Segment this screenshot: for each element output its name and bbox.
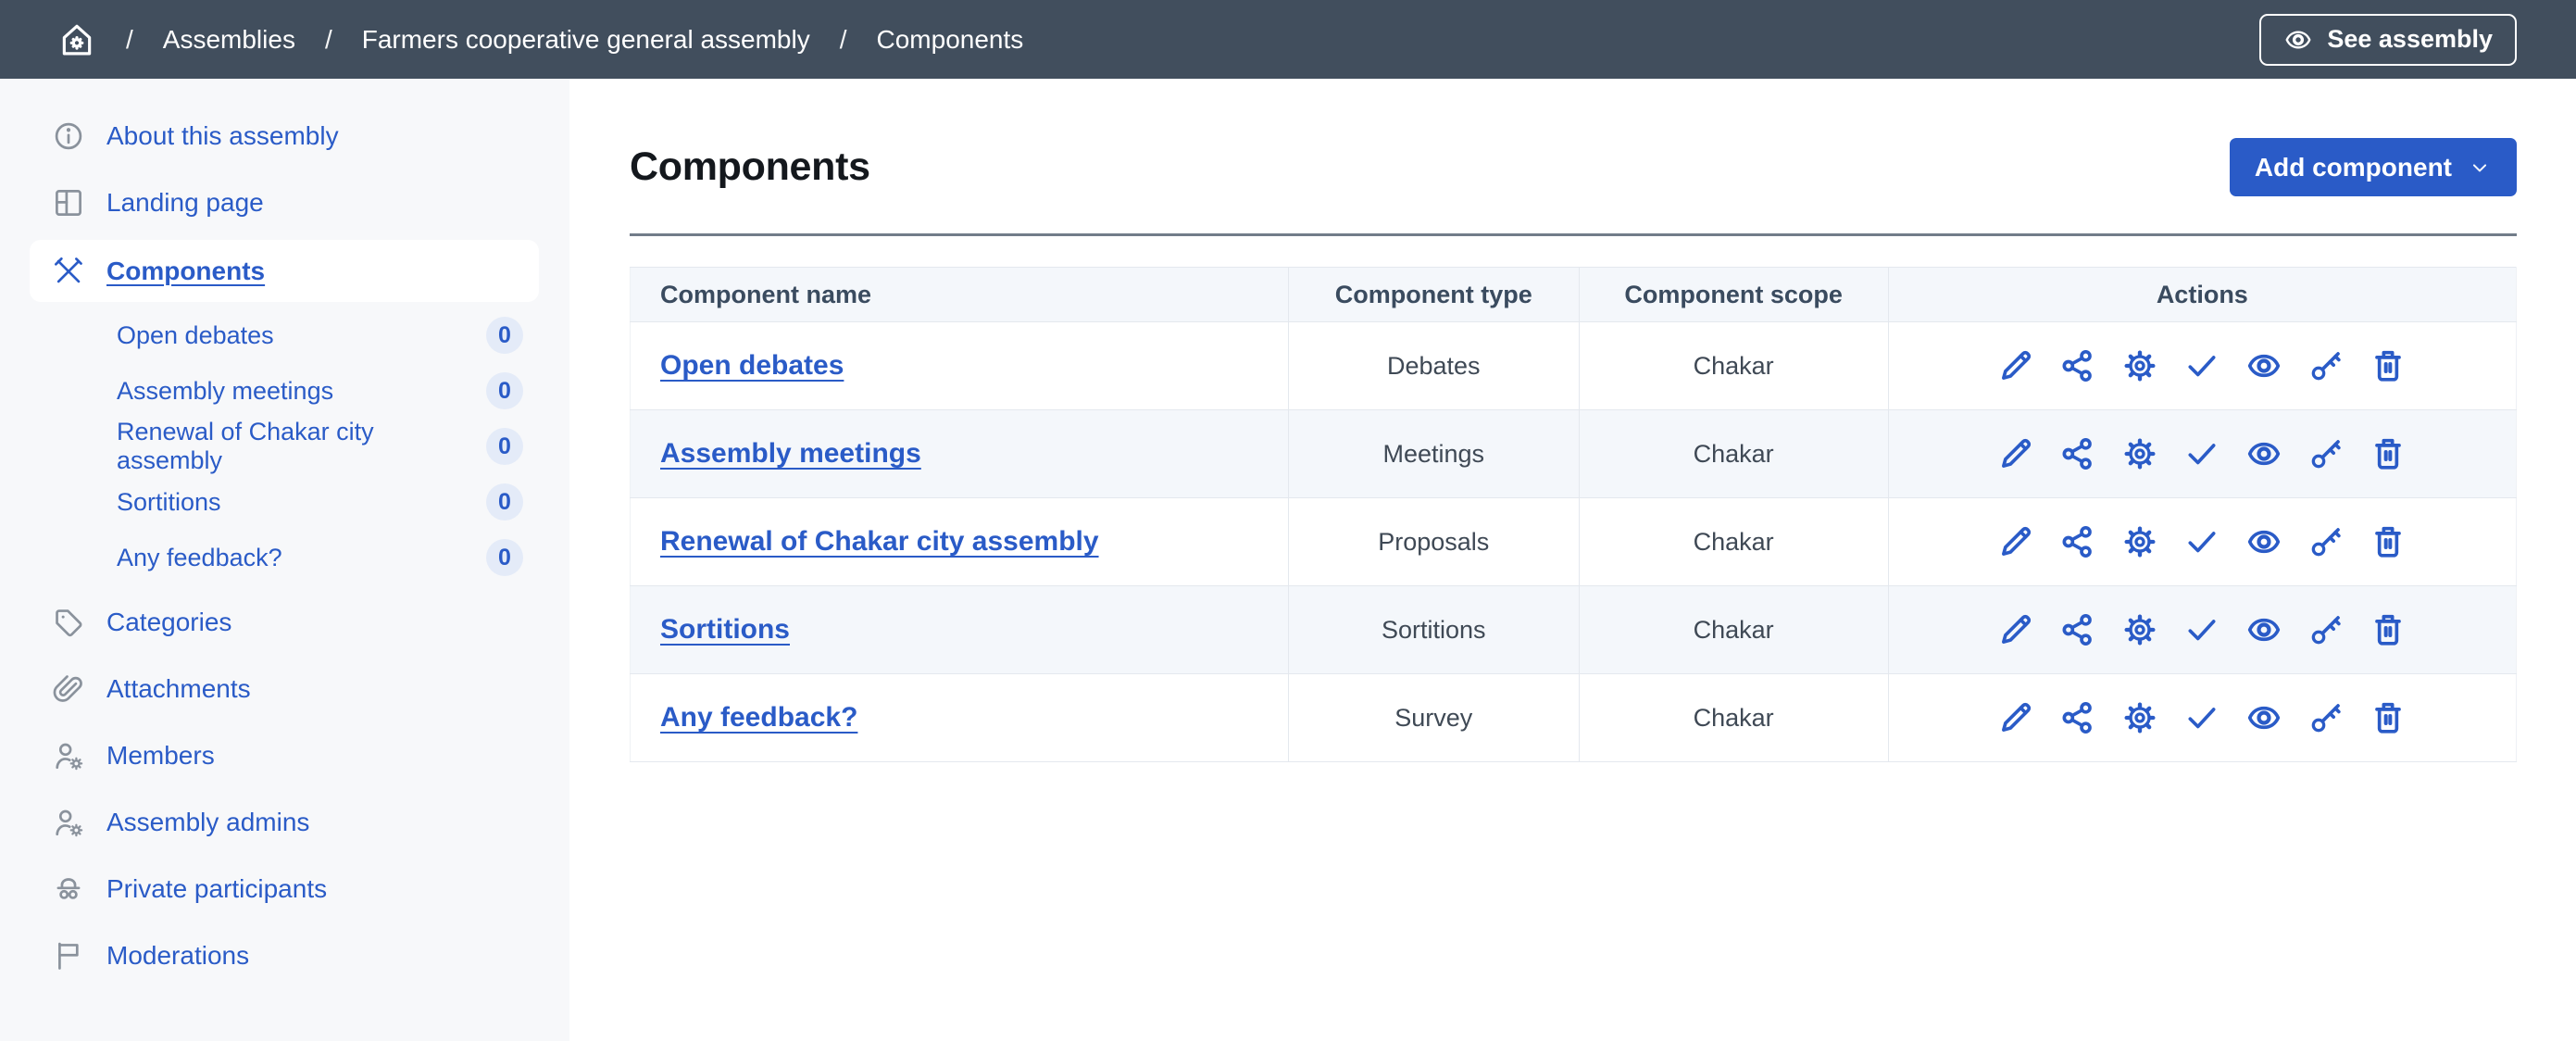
component-type-cell: Proposals <box>1288 498 1579 586</box>
add-component-button[interactable] <box>2230 138 2517 196</box>
component-type-cell: Debates <box>1288 322 1579 410</box>
eye-icon <box>2245 435 2282 472</box>
configure-button[interactable] <box>2121 523 2158 560</box>
subnav-item-label: Any feedback? <box>117 543 282 571</box>
key-icon <box>2307 523 2345 560</box>
publish-button[interactable] <box>2183 611 2220 648</box>
check-icon <box>2183 699 2220 736</box>
component-scope-cell: Chakar <box>1579 410 1888 498</box>
edit-button[interactable] <box>1997 611 2034 648</box>
key-icon <box>2307 699 2345 736</box>
eye-icon <box>2245 347 2282 384</box>
publish-button[interactable] <box>2183 435 2220 472</box>
eye-icon <box>2245 699 2282 736</box>
column-header-actions: Actions <box>1888 268 2516 322</box>
subnav-item-renewal[interactable] <box>0 419 569 474</box>
edit-button[interactable] <box>1997 699 2034 736</box>
share-button[interactable] <box>2059 611 2096 648</box>
subnav-item-any-feedback[interactable] <box>0 530 569 585</box>
sidebar-item-label: Moderations <box>106 941 250 970</box>
sidebar-item-label: Components <box>106 256 266 285</box>
delete-button[interactable] <box>2370 347 2407 384</box>
configure-button[interactable] <box>2121 435 2158 472</box>
pencil-icon <box>1997 699 2034 736</box>
sidebar-item-label: Members <box>106 741 215 770</box>
component-scope-cell: Chakar <box>1579 586 1888 674</box>
check-icon <box>2183 347 2220 384</box>
subnav-item-sortitions[interactable] <box>0 474 569 530</box>
sidebar <box>0 79 569 1041</box>
check-icon <box>2183 611 2220 648</box>
sidebar-item-about[interactable] <box>0 103 569 169</box>
delete-button[interactable] <box>2370 523 2407 560</box>
trash-icon <box>2370 699 2407 736</box>
preview-button[interactable] <box>2245 523 2282 560</box>
user-gear-icon <box>52 806 85 839</box>
row-actions <box>1890 699 2515 736</box>
sidebar-item-members[interactable] <box>0 722 569 789</box>
breadcrumb-separator: / <box>324 24 332 54</box>
gear-icon <box>2121 523 2158 560</box>
main-content <box>569 79 2576 1041</box>
sidebar-item-private-participants[interactable] <box>0 856 569 922</box>
row-actions <box>1890 435 2515 472</box>
table-row <box>631 586 2517 674</box>
configure-button[interactable] <box>2121 347 2158 384</box>
eye-icon <box>2245 523 2282 560</box>
row-actions <box>1890 347 2515 384</box>
divider <box>630 233 2517 236</box>
gear-icon <box>2121 611 2158 648</box>
table-row <box>631 674 2517 762</box>
share-button[interactable] <box>2059 523 2096 560</box>
sidebar-item-components[interactable] <box>30 240 539 302</box>
component-link[interactable]: Any feedback? <box>660 702 858 733</box>
component-scope-cell: Chakar <box>1579 322 1888 410</box>
tools-icon <box>52 255 85 288</box>
key-icon <box>2307 611 2345 648</box>
share-button[interactable] <box>2059 435 2096 472</box>
permissions-button[interactable] <box>2307 699 2345 736</box>
table-row <box>631 498 2517 586</box>
permissions-button[interactable] <box>2307 435 2345 472</box>
share-nodes-icon <box>2059 611 2096 648</box>
pencil-icon <box>1997 523 2034 560</box>
preview-button[interactable] <box>2245 611 2282 648</box>
check-icon <box>2183 435 2220 472</box>
publish-button[interactable] <box>2183 347 2220 384</box>
key-icon <box>2307 347 2345 384</box>
count-badge: 0 <box>486 317 523 354</box>
delete-button[interactable] <box>2370 699 2407 736</box>
paperclip-icon <box>52 672 85 706</box>
share-button[interactable] <box>2059 347 2096 384</box>
column-header-scope: Component scope <box>1579 268 1888 322</box>
sidebar-item-label: Landing page <box>106 188 264 217</box>
home-link[interactable] <box>57 20 96 59</box>
breadcrumb-separator: / <box>126 24 133 54</box>
breadcrumb-item-assemblies[interactable]: Assemblies <box>162 24 295 54</box>
component-link[interactable]: Assembly meetings <box>660 438 921 469</box>
subnav-item-label: Open debates <box>117 320 274 349</box>
column-header-type: Component type <box>1288 268 1579 322</box>
breadcrumb-item-components[interactable]: Components <box>876 24 1024 54</box>
trash-icon <box>2370 523 2407 560</box>
check-icon <box>2183 523 2220 560</box>
row-actions <box>1890 611 2515 648</box>
breadcrumb-item-assembly[interactable]: Farmers cooperative general assembly <box>361 24 810 54</box>
topbar <box>0 0 2576 79</box>
component-type-cell: Survey <box>1288 674 1579 762</box>
preview-button[interactable] <box>2245 699 2282 736</box>
trash-icon <box>2370 347 2407 384</box>
component-type-cell: Sortitions <box>1288 586 1579 674</box>
content <box>0 79 2576 1041</box>
column-header-name: Component name <box>631 268 1289 322</box>
component-link[interactable]: Renewal of Chakar city assembly <box>660 526 1099 557</box>
components-table <box>630 267 2517 762</box>
table-header-row <box>631 268 2517 322</box>
sidebar-item-assembly-admins[interactable] <box>0 789 569 856</box>
page-title: Components <box>630 144 870 189</box>
sidebar-item-label: Assembly admins <box>106 808 310 836</box>
home-gear-icon <box>57 20 96 59</box>
permissions-button[interactable] <box>2307 523 2345 560</box>
gear-icon <box>2121 435 2158 472</box>
share-nodes-icon <box>2059 347 2096 384</box>
gear-icon <box>2121 347 2158 384</box>
component-type-cell: Meetings <box>1288 410 1579 498</box>
flag-icon <box>52 939 85 972</box>
sidebar-item-label: Attachments <box>106 674 251 703</box>
eye-icon <box>2283 25 2313 55</box>
share-nodes-icon <box>2059 699 2096 736</box>
permissions-button[interactable] <box>2307 611 2345 648</box>
spy-icon <box>52 872 85 906</box>
page-header <box>630 138 2517 196</box>
pencil-icon <box>1997 611 2034 648</box>
subnav-item-label: Sortitions <box>117 487 221 516</box>
edit-button[interactable] <box>1997 523 2034 560</box>
permissions-button[interactable] <box>2307 347 2345 384</box>
subnav-item-open-debates[interactable] <box>0 307 569 363</box>
sidebar-item-label: Categories <box>106 608 232 636</box>
key-icon <box>2307 435 2345 472</box>
subnav-item-label: Assembly meetings <box>117 376 334 405</box>
preview-button[interactable] <box>2245 347 2282 384</box>
publish-button[interactable] <box>2183 523 2220 560</box>
sidebar-item-categories[interactable] <box>0 589 569 656</box>
breadcrumb-separator: / <box>839 24 847 54</box>
gear-icon <box>2121 699 2158 736</box>
sidebar-item-label: Private participants <box>106 874 328 903</box>
table-row <box>631 410 2517 498</box>
component-link[interactable]: Open debates <box>660 350 844 381</box>
count-badge: 0 <box>486 428 523 465</box>
share-button[interactable] <box>2059 699 2096 736</box>
row-actions <box>1890 523 2515 560</box>
eye-icon <box>2245 611 2282 648</box>
chevron-down-icon <box>2468 156 2492 180</box>
edit-button[interactable] <box>1997 435 2034 472</box>
tag-icon <box>52 606 85 639</box>
see-assembly-button[interactable] <box>2259 14 2517 66</box>
subnav-item-assembly-meetings[interactable] <box>0 363 569 419</box>
preview-button[interactable] <box>2245 435 2282 472</box>
sidebar-item-landing-page[interactable] <box>0 169 569 236</box>
add-component-label: Add component <box>2254 152 2452 182</box>
count-badge: 0 <box>486 372 523 409</box>
delete-button[interactable] <box>2370 611 2407 648</box>
share-nodes-icon <box>2059 523 2096 560</box>
see-assembly-label: See assembly <box>2327 25 2493 53</box>
configure-button[interactable] <box>2121 699 2158 736</box>
info-icon <box>52 119 85 153</box>
count-badge: 0 <box>486 483 523 520</box>
subnav-item-label: Renewal of Chakar city assembly <box>117 418 374 474</box>
count-badge: 0 <box>486 539 523 576</box>
delete-button[interactable] <box>2370 435 2407 472</box>
pencil-icon <box>1997 347 2034 384</box>
user-gear-icon <box>52 739 85 772</box>
component-scope-cell: Chakar <box>1579 498 1888 586</box>
component-scope-cell: Chakar <box>1579 674 1888 762</box>
configure-button[interactable] <box>2121 611 2158 648</box>
components-subnav <box>0 306 569 589</box>
trash-icon <box>2370 611 2407 648</box>
component-link[interactable]: Sortitions <box>660 614 790 645</box>
breadcrumb <box>57 20 1023 59</box>
sidebar-item-attachments[interactable] <box>0 656 569 722</box>
table-row <box>631 322 2517 410</box>
publish-button[interactable] <box>2183 699 2220 736</box>
sidebar-item-moderations[interactable] <box>0 922 569 989</box>
trash-icon <box>2370 435 2407 472</box>
sidebar-item-label: About this assembly <box>106 121 339 150</box>
share-nodes-icon <box>2059 435 2096 472</box>
layout-icon <box>52 186 85 219</box>
pencil-icon <box>1997 435 2034 472</box>
edit-button[interactable] <box>1997 347 2034 384</box>
